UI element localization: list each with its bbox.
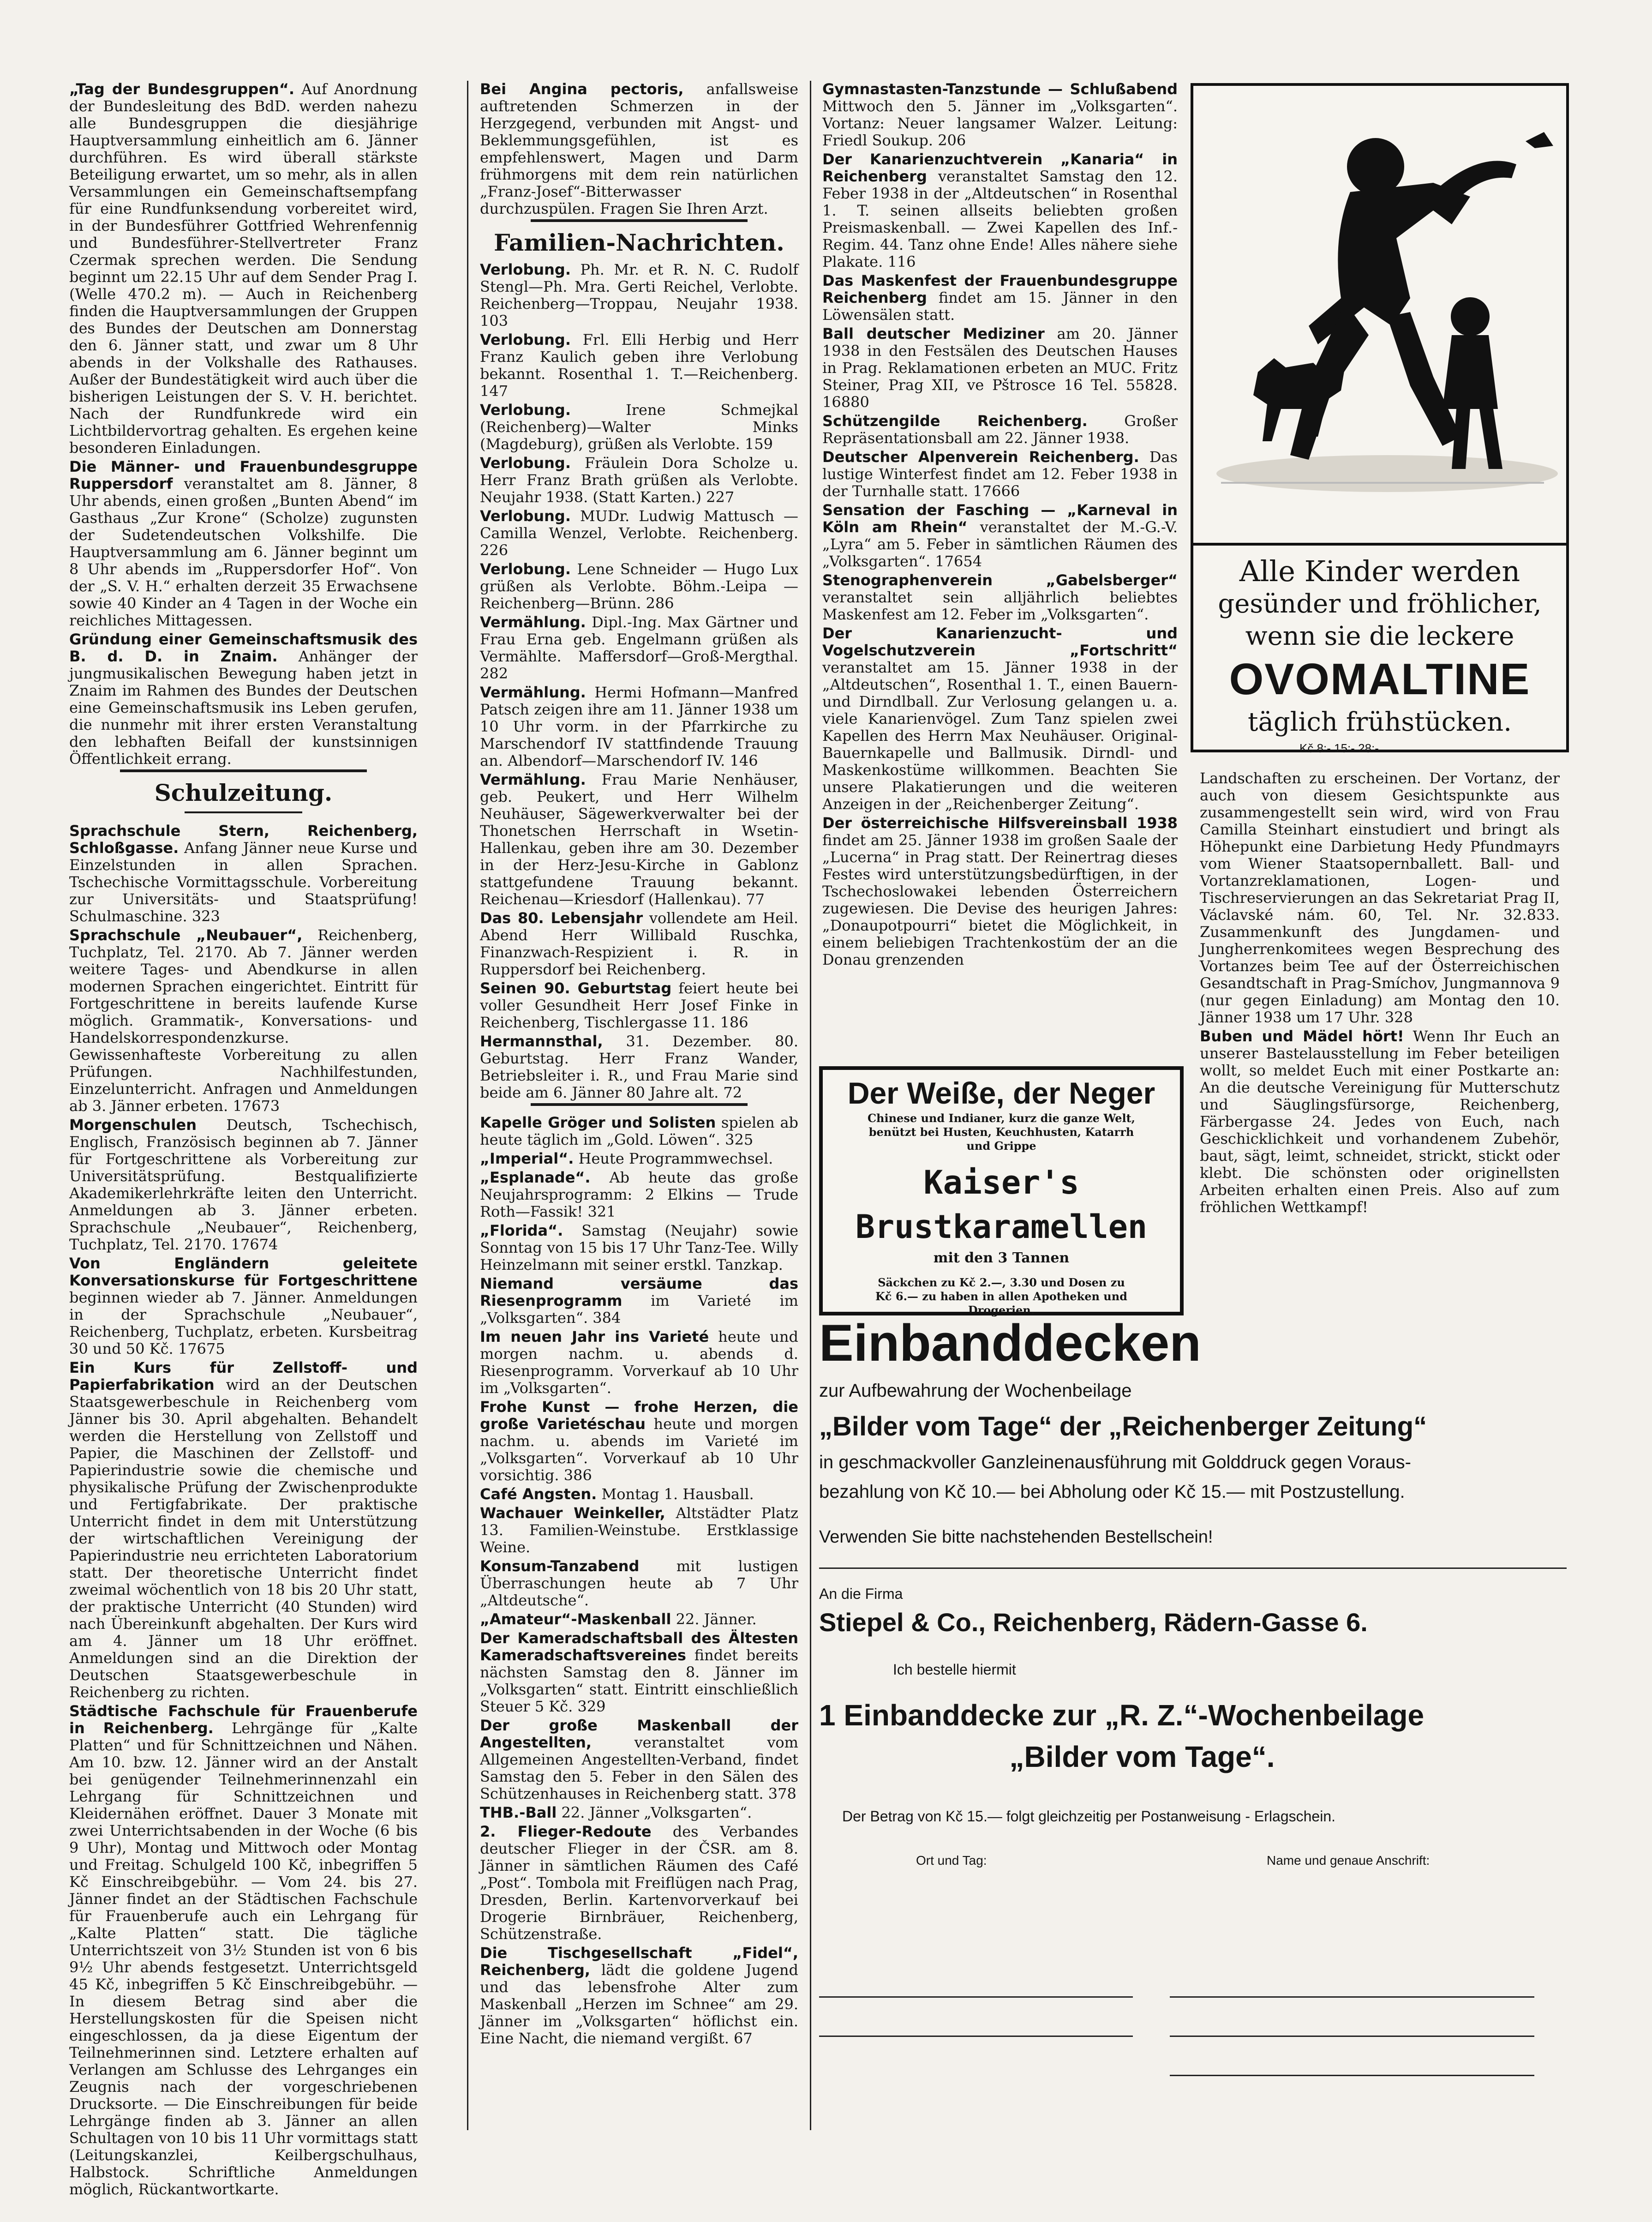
- event-notice-text: findet bereits nächsten Samstag den 8. Jänner im „Volksgarten“ statt. Eintritt einschließlich Steuer 5 Kč. 329: [480, 1646, 798, 1715]
- event-notice: [480, 1558, 798, 1609]
- ovomaltine-line-1: Alle Kinder werden: [1239, 554, 1520, 588]
- event-notice: [822, 625, 1178, 813]
- family-notice-text: MUDr. Ludwig Mattusch —Camilla Wenzel, Verlobte. Reichenberg. 226: [480, 507, 798, 559]
- ovomaltine-brand: OVOMALTINE: [1229, 655, 1531, 704]
- family-notice-lead: Vermählung.: [480, 771, 586, 788]
- kaiser-headline: Der Weiße, der Neger: [847, 1076, 1155, 1110]
- order-line-1: 1 Einbanddecke zur „R. Z.“-Wochenbeilage: [819, 1699, 1425, 1732]
- event-notice-text: Das lustige Winterfest findet am 12. Feber 1938 in der Turnhalle statt. 17666: [822, 448, 1178, 500]
- family-notices: [480, 261, 798, 1101]
- event-notice: [480, 1222, 798, 1273]
- event-notice-text: findet am 25. Jänner 1938 im großen Saale der „Lucerna“ in Prag statt. Der Reinertrag dieses Festes wird unterstützungsbedürftigen, in der Tschechoslowakei lebenden Österreichern zugewiesen. Die Devise des heurigen Jahres: „Donaupotpourri“ bietet die Möglichkeit, in einem beliebigen Trachtenkostüm der an die Donau grenzenden: [822, 831, 1178, 968]
- event-notice-text: findet am 15. Jänner in den Löwensälen statt.: [822, 289, 1178, 324]
- event-notice-text: Montag 1. Hausball.: [597, 1485, 754, 1503]
- event-notice-lead: Ball deutscher Mediziner: [822, 325, 1045, 342]
- input-line-name-address-2[interactable]: [1170, 2036, 1534, 2037]
- ovomaltine-ad: [1191, 83, 1569, 755]
- payment-note: Der Betrag von Kč 15.— folgt gleichzeitig per Postanweisung - Erlagschein.: [842, 1808, 1335, 1825]
- intro-angina: Bei Angina pectoris, anfallsweise auftretenden Schmerzen in der Herzgegend, verbunden mit Angst- und Beklemmungsgefühlen, ist es empfehlenswert, Magen und Darm frühmorgens mit dem rein natürlichen „Franz-Josef“-Bitterwasser durchzuspülen. Fragen Sie Ihren Arzt.: [480, 80, 799, 217]
- notice-text: Landschaften zu erscheinen. Der Vortanz, der auch von diesem Gesichtspunkte aus zusammengestellt sein wird, wird von Frau Camilla Steinhart einstudiert und bringt als Höhepunkt eine Darbietung Hedy Pfundmayrs vom Wiener Staatsopernballett. Ball- und Vortanzreklamationen, Logen- und Tischreservierungen an das Sekretariat Prag II, Václavské nám. 60, Tel. Nr. 32.833. Zusammenkunft des Jungdamen- und Jungherrenkomitees wegen Besprechung des Vortanzes beim Tee auf der Österreichischen Gesandtschaft in Prag-Smíchov, Jungmannova 9 (nur gegen Einladung) am Montag den 10. Jänner 1938 um 17 Uhr. 328: [1200, 769, 1560, 1026]
- family-notice: [480, 455, 798, 506]
- event-notices: [480, 1114, 798, 2047]
- event-notice: [822, 502, 1178, 570]
- event-notice: [480, 1823, 798, 1943]
- event-notice: [480, 1804, 798, 1821]
- family-notice-text: feiert heute bei voller Gesundheit Herr Josef Finke in Reichenberg, Tischlergasse 11. 186: [480, 979, 799, 1031]
- family-notice: [480, 1033, 798, 1101]
- event-notice-text: spielen ab heute täglich im „Gold. Löwen“. 325: [480, 1114, 799, 1148]
- event-notice-text: am 20. Jänner 1938 in den Festsälen des Deutschen Hauses in Prag. Reklamationen erbeten an MUC. Fritz Steiner, Prag XII, ve Pštrosce 16 Tel. 55828. 16880: [822, 325, 1178, 411]
- event-notice: [480, 1717, 798, 1802]
- school-notice-text: Anfang Jänner neue Kurse und Einzelstunden in allen Sprachen. Tschechische Vormittagsschule. Vorbereitung zur Universitäts- und Staatsprüfung! Schulmaschine. 323: [69, 839, 418, 925]
- family-notice-text: Frau Marie Nenhäuser, geb. Peukert, und Herr Wilhelm Neuhäuser, Sägewerkverwalter bei der Thonetschen Herrschaft in Wsetin-Hallenkau, geben ihre am 30. Dezember in der Herz-Jesu-Kirche in Gablonz stattgefundene Trauung bekannt. Reichenau—Kriesdorf (Hallenkau). 77: [480, 771, 798, 908]
- column-4: [1200, 770, 1560, 1291]
- family-notice-text: Ph. Mr. et R. N. C. Rudolf Stengl—Ph. Mra. Gerti Reichel, Verlobte. Reichenberg—Troppau, Neujahr 1938. 103: [480, 261, 798, 330]
- news-item: [69, 631, 418, 768]
- section-divider: [531, 219, 748, 222]
- event-notice: [822, 449, 1178, 500]
- kaiser-brand: Kaiser's Brustkaramellen: [855, 1164, 1148, 1246]
- event-notice-lead: Niemand versäume das Riesenprogramm: [480, 1275, 798, 1309]
- school-notice-lead: Sprachschule Stern, Reichenberg, Schloßgasse.: [69, 822, 418, 857]
- event-notice: [480, 1611, 798, 1628]
- event-notice-lead: Sensation der Fasching — „Karneval in Köln am Rhein“: [822, 501, 1178, 536]
- event-notice-text: veranstaltet Samstag den 12. Feber 1938 in der „Altdeutschen“ in Rosenthal 1. T. seinen allseits beliebten großen Preismaskenball. — Zwei Kapellen des Inf.-Regim. 44. Tanz ohne Ende! Alles nähere siehe Plakate. 116: [822, 168, 1178, 270]
- event-notice-text: 22. Jänner.: [671, 1610, 757, 1628]
- einbanddecken-line-1: zur Aufbewahrung der Wochenbeilage: [819, 1381, 1132, 1401]
- event-notice-text: heute und morgen nachm. u. abends im Varieté im „Volksgarten“. Vorverkauf ab 10 Uhr vorsichtig. 386: [480, 1415, 798, 1484]
- family-notice: [480, 910, 798, 978]
- school-notice-text: beginnen wieder ab 7. Jänner. Anmeldungen in der Sprachschule „Neubauer“, Reichenberg, Tuchplatz, erbeten. Kursbeitrag 30 und 50 Kč. 17675: [69, 1289, 418, 1357]
- event-notice-text: veranstaltet vom Allgemeinen Angestellten-Verband, findet Samstag den 5. Feber in den Sälen des Schützenhauses in Reichenberg statt. 378: [480, 1734, 798, 1802]
- event-notice-lead: Der Kameradschaftsball des Ältesten Kameradschaftsvereines: [480, 1629, 798, 1664]
- event-notice-lead: Gymnastasten-Tanzstunde — Schlußabend: [822, 80, 1178, 98]
- event-notice-lead: „Imperial“.: [480, 1150, 574, 1167]
- order-label: Ich bestelle hiermit: [893, 1661, 1016, 1678]
- ovomaltine-line-4: täglich frühstücken.: [1247, 707, 1512, 737]
- event-notice-lead: Café Angsten.: [480, 1485, 597, 1503]
- event-notice-text: veranstaltet der M.-G.-V. „Lyra“ am 5. Feber in sämtlichen Räumen des „Volksgarten“. 17654: [822, 518, 1178, 570]
- family-notice-lead: Verlobung.: [480, 401, 571, 419]
- input-line-place-date-2[interactable]: [819, 2036, 1133, 2037]
- kaiser-prices-1: Säckchen zu Kč 2.—, 3.30 und Dosen zu: [878, 1276, 1125, 1289]
- notice-text: Wenn Ihr Euch an unserer Bastelausstellung im Feber beteiligen wollt, so meldet Euch mit einer Postkarte an: An die deutsche Vereinigung für Mutterschutz und Säuglingsfürsorge, Reichenberg, Färbergasse 24. Jedes von Euch, nach Geschicklichkeit und vorhandenem Zubehör, baut, sägt, leimt, schneidet, strickt, stickt oder klebt. Die schönsten oder originellsten Arbeiten erhalten einen Preis. Also auf zum fröhlichen Wettkampf!: [1200, 1027, 1560, 1216]
- section-heading-familien: Familien-Nachrichten.: [494, 229, 784, 256]
- event-notice-lead: Stenographenverein „Gabelsberger“: [822, 571, 1178, 589]
- family-notice-text: Irene Schmejkal (Reichenberg)—Walter Minks (Magdeburg), grüßen als Verlobte. 159: [480, 401, 798, 453]
- family-notice-lead: Verlobung.: [480, 331, 571, 348]
- school-notice-text: Reichenberg, Tuchplatz, Tel. 2170. Ab 7. Jänner werden weitere Tages- und Abendkurse in allen modernen Sprachen eingerichtet. Eintritt für Fortgeschrittene in bereits laufende Kurse möglich. Grammatik-, Konversations- und Handelskorrespondenzkurse. Gewissenhafteste Vorbereitung zu allen Prüfungen. Nachhilfestunden, Einzelunterricht. Anfragen und Anmeldungen ab 3. Jänner erbeten. 17673: [69, 926, 418, 1115]
- firm-name: Stiepel & Co., Reichenberg, Rädern-Gasse 6.: [819, 1608, 1368, 1637]
- family-notice-text: 31. Dezember. 80. Geburtstag. Herr Franz Wander, Betriebsleiter i. R., und Frau Marie sind beide am 6. Jänner 80 Jahre alt. 72: [480, 1033, 798, 1101]
- notice-lead: Buben und Mädel hört!: [1200, 1027, 1404, 1045]
- school-notice-lead: Städtische Fachschule für Frauenberufe in Reichenberg.: [69, 1702, 418, 1737]
- kaiser-prices-2: Kč 6.— zu haben in allen Apotheken und: [875, 1290, 1127, 1303]
- school-notice: [69, 1255, 418, 1357]
- school-notice-text: wird an der Deutschen Staatsgewerbeschule in Reichenberg vom Jänner bis 30. April abgehalten. Behandelt werden die Herstellung von Zellstoff und Papier, die Maschinen der Zellstoff- und Papierindustrie sowie die chemische und physikalische Prüfung der Zwischenprodukte und Fertigfabrikate. Der praktische Unterricht findet in dem mit Unterstützung der wirtschaftlichen Vereinigung der Papierindustrie neu errichteten Laboratorium statt. Der theoretische Unterricht findet zweimal wöchentlich von 18 bis 20 Uhr statt, der praktische Unterricht (40 Stunden) wird nach Übereinkunft abgehalten. Der Kurs wird am 4. Jänner um 18 Uhr eröffnet. Anmeldungen sind an die Direktion der Deutschen Staatsgewerbeschule in Reichenberg zu richten.: [69, 1376, 418, 1701]
- school-notice-lead: Ein Kurs für Zellstoff- und Papierfabrikation: [69, 1359, 418, 1393]
- event-notice: [480, 1150, 798, 1167]
- event-notice-text: lädt die goldene Jugend und das lebensfrohe Alter zum Maskenball „Herzen im Schnee“ am 29. Jänner im „Volksgarten“ höflichst ein. Eine Nacht, die niemand vergißt. 67: [480, 1961, 798, 2047]
- school-notice: [69, 1117, 418, 1253]
- event-notice: [822, 413, 1178, 447]
- event-notice: [822, 151, 1178, 270]
- input-line-place-date-1[interactable]: [819, 1996, 1133, 1998]
- event-notice: [480, 1505, 798, 1556]
- family-notice: [480, 508, 798, 559]
- news-item-lead: „Tag der Bundesgruppen“.: [69, 80, 294, 98]
- event-notice: [822, 325, 1178, 411]
- ovomaltine-line-2: gesünder und fröhlicher,: [1218, 589, 1542, 619]
- event-notice-text: mit lustigen Überraschungen heute ab 7 Uhr „Altdeutsche“.: [480, 1557, 798, 1609]
- section-heading-schulzeitung: Schulzeitung.: [154, 779, 333, 806]
- ovomaltine-line-3: wenn sie die leckere: [1245, 621, 1514, 651]
- einbanddecken-ad: [819, 1302, 1567, 2132]
- section-divider: [531, 1103, 748, 1106]
- family-notice: [480, 261, 798, 330]
- col4-notices: [1200, 770, 1560, 1216]
- school-notice: [69, 1359, 418, 1701]
- family-notice-lead: Vermählung.: [480, 613, 586, 631]
- news-item-text: Anhänger der jungmusikalischen Bewegung haben jetzt in Znaim im Rahmen des Bundes der Deutschen eine Gemeinschaftsmusik ins Leben gerufen, die nunmehr mit ihrer ersten Veranstaltung den lebhaften Beifall der kunstsinnigen Öffentlichkeit errang.: [69, 648, 418, 768]
- event-notice-text: veranstaltet sein alljährlich beliebtes Maskenfest am 12. Feber im „Volksgarten“.: [822, 589, 1178, 623]
- event-notice-lead: „Esplanade“.: [480, 1169, 591, 1186]
- school-notice: [69, 1703, 418, 2198]
- column-divider: [467, 81, 468, 2130]
- event-notice-lead: „Florida“.: [480, 1222, 563, 1239]
- section-divider: [120, 769, 367, 772]
- ovomaltine-price: Kč 8:- 15:- 28:-: [1299, 741, 1379, 755]
- event-notice: [822, 81, 1178, 149]
- column-2: [480, 81, 798, 2130]
- family-notice-text: Hermi Hofmann—Manfred Patsch zeigen ihre am 11. Jänner 1938 um 10 Uhr vorm. in der Pfarrkirche zu Marschendorf IV stattfindende Trauung an. Albendorf—Marschendorf IV. 146: [480, 684, 798, 769]
- event-notice-text: Altstädter Platz 13. Familien-Weinstube. Erstklassige Weine.: [480, 1504, 799, 1556]
- event-notice-lead: Kapelle Gröger und Solisten: [480, 1114, 716, 1131]
- kaiser-body-3: und Grippe: [966, 1139, 1036, 1153]
- event-notice: [822, 572, 1178, 623]
- family-notice: [480, 561, 798, 612]
- event-notice: [480, 1399, 798, 1484]
- family-notice: [480, 684, 798, 769]
- event-notice-lead: Frohe Kunst — frohe Herzen, die große Varietéschau: [480, 1398, 798, 1433]
- school-notice-text: Deutsch, Tschechisch, Englisch, Französisch beginnen ab 7. Jänner für Fortgeschrittene als Vorbereitung zur Universitätsprüfung. Bestqualifizierte Akademikerlehrkräfte leiten den Unterricht. Anmeldungen ab 3. Jänner erbeten. Sprachschule „Neubauer“, Reichenberg, Tuchplatz, Tel. 2170. 17674: [69, 1116, 418, 1253]
- family-notice-text: Lene Schneider — Hugo Lux grüßen als Verlobte. Böhm.-Leipa —Reichenberg—Brünn. 286: [480, 560, 798, 612]
- event-notice-text: Ab heute das große Neujahrsprogramm: 2 Elkins — Trude Roth—Fassik! 321: [480, 1169, 798, 1220]
- news-item: [69, 81, 418, 456]
- event-notice-text: Heute Programmwechsel.: [574, 1150, 773, 1167]
- einbanddecken-title: Einbanddecken: [819, 1314, 1201, 1372]
- school-notice-lead: Von Engländern geleitete Konversationskurse für Fortgeschrittene: [69, 1255, 418, 1289]
- news-item-text: Auf Anordnung der Bundesleitung des BdD. werden nahezu alle Bundesgruppen die diesjährige Hauptversammlung einheitlich am 6. Jänner durchführen. Es wird überall stärkste Beteiligung erwartet, um so mehr, als in allen Versammlungen ein Gemeinschaftsempfang für eine Rundfunksendung vorbereitet wird, in der Bundesführer Gottfried Wehrenfennig und Bundesführer-Stellvertreter Franz Czermak sprechen werden. Die Sendung beginnt um 22.15 Uhr auf dem Sender Prag I. (Welle 470.2 m). — Auch in Reichenberg finden die Hauptversammlungen der Gruppen des Bundes der Deutschen am Donnerstag den 6. Jänner statt, und zwar um 8 Uhr abends in der Volkshalle des Rathauses. Außer der Bundestätigkeit wird auch über die bisherigen Leistungen der S. V. H. berichtet. Nach der Rundfunkrede wird ein Lichtbildervortrag gehalten. Es ergehen keine besonderen Einladungen.: [69, 80, 418, 456]
- family-notice-lead: Verlobung.: [480, 507, 571, 525]
- field-label-place-date: Ort und Tag:: [916, 1853, 987, 1868]
- event-notice-lead: THB.-Ball: [480, 1804, 557, 1821]
- field-label-name-address: Name und genaue Anschrift:: [1267, 1853, 1430, 1868]
- event-notice-lead: 2. Flieger-Redoute: [480, 1823, 652, 1840]
- kaiser-body-2: benützt bei Husten, Keuchhusten, Katarrh: [868, 1125, 1134, 1139]
- event-notice-text: im Varieté im „Volksgarten“. 384: [480, 1292, 798, 1327]
- column-3: [822, 81, 1178, 1062]
- event-notice: [480, 1630, 798, 1715]
- family-notice-text: vollendete am Heil. Abend Herr Willibald Ruschka, Finanzwach-Respizient i. R. in Ruppersdorf bei Reichenberg.: [480, 909, 799, 978]
- news-item-text: veranstaltet am 8. Jänner, 8 Uhr abends, einen großen „Bunten Abend“ im Gasthaus „Zur Krone“ (Scholze) zugunsten der Sudetendeutschen Volkshilfe. Die Hauptversammlung am 6. Jänner beginnt um 8 Uhr abends im „Ruppersdorfer Hof“. Von der „S. V. H.“ erhalten derzeit 35 Erwachsene sowie 40 Kinder an 4 Tagen in der Woche ein reichliches Mittagessen.: [69, 475, 418, 629]
- kaiser-prices-3: Drogerien.: [968, 1303, 1035, 1317]
- school-notice-text: Lehrgänge für „Kalte Platten“ und für Schnittzeichnen und Nähen. Am 10. bzw. 12. Jänner wird an der Anstalt bei genügender Teilnehmerinnenzahl ein Lehrgang für Schnittzeichnen und Kleidernähen eröffnet. Dauer 3 Monate mit zwei Unterrichtsabenden in der Woche (6 bis 9 Uhr), Montag und Mittwoch oder Montag und Freitag. Schulgeld 100 Kč, inbegriffen 5 Kč Einschreibgebühr. — Vom 24. bis 27. Jänner findet an der Städtischen Fachschule für Frauenberufe auch ein Lehrgang für „Kalte Platten“ statt. Die tägliche Unterrichtszeit von 3½ Stunden ist von 6 bis 9½ Uhr abends festgesetzt. Unterrichtsgeld 45 Kč, inbegriffen 5 Kč Einschreibgebühr. — In diesem Betrag sind aber die Herstellungskosten für die Speisen nicht eingeschlossen, da ja diese Eigentum der Teilnehmerinnen sind. Letztere erhalten auf Verlangen am Schlusse des Lehrganges ein Zeugnis nach der vorgeschriebenen Drucksorte. — Die Einschreibungen für beide Lehrgänge finden ab 3. Jänner an allen Schultagen von 10 bis 11 Uhr vormittags statt (Leitungskanzlei, Keilbergschulhaus, Halbstock. Schriftliche Anmeldungen möglich, Rückantwortkarte.: [69, 1719, 418, 2198]
- event-notice-text: Großer Repräsentationsball am 22. Jänner 1938.: [822, 412, 1178, 447]
- column-divider: [810, 81, 811, 2130]
- event-notice-lead: Der große Maskenball der Angestellten,: [480, 1717, 798, 1751]
- event-notice-lead: Das Maskenfest der Frauenbundesgruppe Reichenberg: [822, 272, 1178, 306]
- einbanddecken-line-3: in geschmackvoller Ganzleinenausführung mit Golddruck gegen Voraus-: [819, 1452, 1411, 1472]
- family-notice-text: Fräulein Dora Scholze u. Herr Franz Brath grüßen als Verlobte. Neujahr 1938. (Statt Karten.) 227: [480, 454, 798, 506]
- event-notice-lead: Konsum-Tanzabend: [480, 1557, 640, 1575]
- event-notice: [480, 1328, 798, 1397]
- family-notice-text: Dipl.-Ing. Max Gärtner und Frau Erna geb. Engelmann grüßen als Vermählte. Maffersdorf—Groß-Mergthal. 282: [480, 613, 798, 682]
- family-notice-lead: Seinen 90. Geburtstag: [480, 979, 672, 997]
- event-notice-lead: „Amateur“-Maskenball: [480, 1610, 671, 1628]
- event-notice-text: veranstaltet am 15. Jänner 1938 in der „Altdeutschen“, Rosenthal 1. T., einen Bauern- und Dirndlball. Zur Verlosung gelangen u. a. viele Kanarienvögel. Zum Tanz spielen zwei Kapellen des Herrn Max Neuhäuser. Original-Bauernkapelle und Ballmusik. Dirndl- und Maskenkostüme willkommen. Beachten Sie unsere Plakatierungen und die weiteren Anzeigen in der „Reichenberger Zeitung“.: [822, 659, 1178, 813]
- notice: [1200, 770, 1560, 1026]
- event-notice: [480, 1169, 798, 1220]
- event-notice: [480, 1114, 798, 1148]
- firm-label: An die Firma: [819, 1585, 903, 1602]
- event-notice-text: Samstag (Neujahr) sowie Sonntag von 15 bis 17 Uhr Tanz-Tee. Willy Heinzelmann mit seiner erstkl. Tanzkap.: [480, 1222, 798, 1273]
- event-notice-text: Mittwoch den 5. Jänner im „Volksgarten“. Vortanz: Neuer langsamer Walzer. Leitung: Friedl Soukup. 206: [822, 97, 1178, 149]
- form-divider: [819, 1567, 1567, 1569]
- kaiser-brustkaramellen-ad: [819, 1066, 1184, 1315]
- input-line-name-address-1[interactable]: [1170, 1996, 1534, 1998]
- news-item: [69, 458, 418, 629]
- event-notice-lead: Deutscher Alpenverein Reichenberg.: [822, 448, 1139, 466]
- school-notice-lead: Sprachschule „Neubauer“,: [69, 926, 303, 944]
- event-notice-lead: Wachauer Weinkeller,: [480, 1504, 665, 1522]
- col3-notices: [822, 81, 1178, 968]
- event-notice: [480, 1486, 798, 1503]
- input-line-name-address-3[interactable]: [1170, 2075, 1534, 2076]
- family-notice: [480, 402, 798, 453]
- event-notice-lead: Schützengilde Reichenberg.: [822, 412, 1088, 430]
- family-notice-lead: Verlobung.: [480, 560, 571, 578]
- family-notice-lead: Hermannsthal,: [480, 1033, 603, 1050]
- event-notice-lead: Der Kanarienzucht- und Vogelschutzverein „Fortschritt“: [822, 625, 1178, 659]
- event-notice-lead: Der österreichische Hilfsvereinsball 1938: [822, 814, 1178, 832]
- family-notice-lead: Verlobung.: [480, 261, 571, 278]
- school-notice: [69, 927, 418, 1115]
- event-notice-lead: Im neuen Jahr ins Varieté: [480, 1328, 709, 1345]
- heading-underline: [185, 811, 302, 813]
- event-notice-text: 22. Jänner „Volksgarten“.: [557, 1804, 752, 1821]
- notice: [1200, 1028, 1560, 1216]
- school-notice: [69, 823, 418, 925]
- event-notice-lead: Die Tischgesellschaft „Fidel“, Reichenberg,: [480, 1944, 798, 1979]
- kaiser-body-1: Chinese und Indianer, kurz die ganze Welt,: [867, 1111, 1136, 1125]
- news-item-lead: Die Männer- und Frauenbundesgruppe Ruppersdorf: [69, 458, 418, 492]
- family-notice: [480, 614, 798, 682]
- col1-news: [69, 81, 418, 768]
- school-notice-lead: Morgenschulen: [69, 1116, 197, 1134]
- event-notice-text: des Verbandes deutscher Flieger in der ČSR. am 8. Jänner in sämtlichen Räumen des Café „Post“. Tombola mit Freiflügen nach Prag, Dresden, Berlin. Kartenvorverkauf bei Drogerie Birnbräuer, Reichenberg, Schützenstraße.: [480, 1823, 799, 1943]
- einbanddecken-line-2: „Bilder vom Tage“ der „Reichenberger Zeitung“: [819, 1411, 1427, 1441]
- event-notice: [822, 272, 1178, 324]
- event-notice-lead: Der Kanarienzuchtverein „Kanaria“ in Reichenberg: [822, 150, 1178, 185]
- family-notice-lead: Das 80. Lebensjahr: [480, 909, 643, 927]
- family-notice: [480, 980, 798, 1031]
- family-notice-text: Frl. Elli Herbig und Herr Franz Kaulich geben ihre Verlobung bekannt. Rosenthal 1. T.—Reichenberg. 147: [480, 331, 798, 400]
- family-notice: [480, 771, 798, 908]
- family-notice-lead: Vermählung.: [480, 684, 586, 701]
- kaiser-sub: mit den 3 Tannen: [933, 1250, 1070, 1266]
- event-notice: [480, 1275, 798, 1327]
- einbanddecken-line-5: Verwenden Sie bitte nachstehenden Bestellschein!: [819, 1527, 1213, 1547]
- event-notice-text: heute und morgen nachm. u. abends d. Riesenprogramm. Vorverkauf ab 10 Uhr im „Volksgarten“.: [480, 1328, 799, 1397]
- family-notice-lead: Verlobung.: [480, 454, 571, 472]
- event-notice: [822, 815, 1178, 968]
- children-silhouette-illustration: [1193, 86, 1566, 543]
- news-item-lead: Gründung einer Gemeinschaftsmusik des B. d. D. in Znaim.: [69, 631, 418, 665]
- family-notice: [480, 331, 798, 400]
- einbanddecken-line-4: bezahlung von Kč 10.— bei Abholung oder Kč 15.— mit Postzustellung.: [819, 1482, 1405, 1502]
- col1-school: [69, 823, 418, 2198]
- order-line-2: „Bilder vom Tage“.: [1009, 1740, 1275, 1773]
- column-1: [69, 80, 418, 2198]
- event-notice: [480, 1945, 798, 2047]
